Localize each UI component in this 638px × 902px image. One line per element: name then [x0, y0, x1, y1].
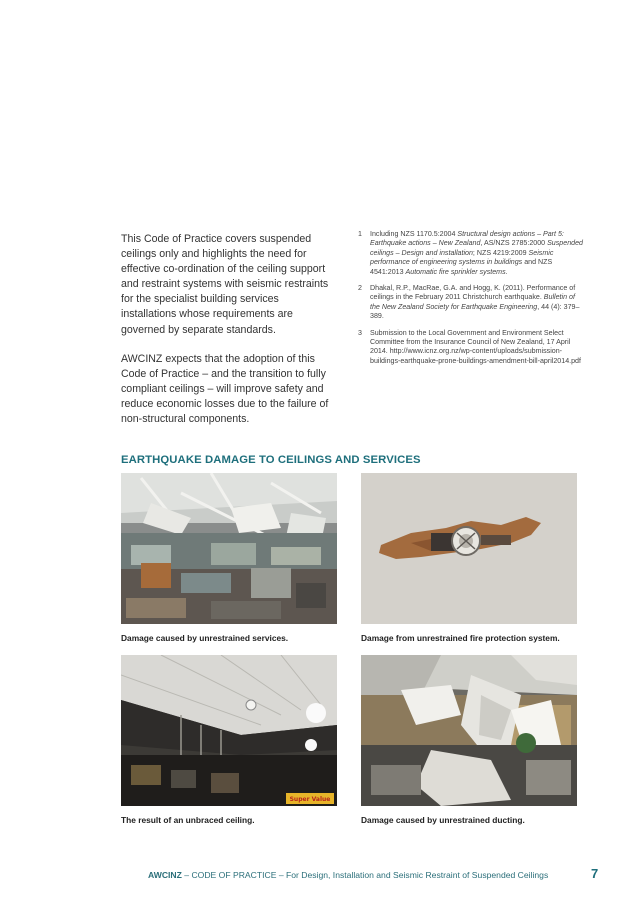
footnote-italic-segment: Structural design actions – Part 5: Earthquake actions – New Zealand [370, 230, 564, 248]
footnote-3 [358, 329, 586, 367]
footnote-segment: . [505, 267, 508, 276]
photo-ducting-damage [361, 655, 577, 806]
caption-photo-4: Damage caused by unrestrained ducting. [361, 815, 525, 825]
page-number: 7 [591, 866, 599, 881]
footnotes [358, 230, 586, 373]
photo-office-damage [121, 473, 337, 624]
section-heading: EARTHQUAKE DAMAGE TO CEILINGS AND SERVICES [121, 454, 421, 466]
footer-brand: AWCINZ [148, 870, 182, 880]
footnote-number: 1 [358, 230, 362, 238]
photo-unbraced-ceiling [121, 655, 337, 806]
intro-paragraph-2: AWCINZ expects that the adoption of this Code of Practice – and the transition to fully compliant ceilings – will improve safety and reduce economic losses due to the failure of non-structural components. [121, 352, 329, 426]
intro-paragraph-1: This Code of Practice covers suspended ceilings only and highlights the need for effective co-ordination of the ceiling support and restraint systems with seismic restraints for the specialist building services installations whose requirements are governed by separate standards. [121, 233, 329, 336]
footnote-segment: Submission to the Local Government and Environment Select Committee from the Insurance Council of New Zealand, 17 April 2014. http://www.icnz.org.nz/wp-content/uploads/submission-buildings-earthquake-prone-buildings-amendment-bill-april2014.pdf [370, 328, 581, 365]
footnote-text [370, 284, 586, 322]
footnote-segment: , 44 (4): 379–389. [370, 302, 580, 321]
footer-title: – CODE OF PRACTICE – For Design, Installation and Seismic Restraint of Suspended Ceilings [181, 870, 549, 880]
intro-text [121, 232, 336, 441]
footnote-italic-segment: Suspended ceilings – Design and installation [370, 239, 583, 257]
footnote-text [370, 230, 586, 277]
photo-sprinkler-damage [361, 473, 577, 624]
footnote-1 [358, 230, 586, 277]
footnote-segment: ; NZS 4219:2009 [472, 248, 529, 257]
footnote-segment: Including NZS 1170.5:2004 [370, 230, 458, 238]
footnote-2 [358, 284, 586, 322]
footnote-segment: , AS/NZS 2785:2000 [480, 239, 548, 248]
footnote-segment: and NZS 4541:2013 [370, 258, 553, 276]
page-footer [148, 870, 608, 880]
footnote-number: 2 [358, 284, 362, 293]
footnote-number: 3 [358, 328, 362, 337]
footnote-italic-segment: Automatic fire sprinkler systems [405, 267, 506, 276]
caption-photo-2: Damage from unrestrained fire protection system. [361, 633, 560, 643]
footnote-italic-segment: Bulletin of the New Zealand Society for Earthquake Engineering [370, 293, 575, 311]
photo-sign-text: Super Value [289, 796, 331, 803]
footnote-italic-segment: Seismic performance of engineering systems in buildings [370, 248, 554, 267]
caption-photo-3: The result of an unbraced ceiling. [121, 815, 255, 825]
caption-photo-1: Damage caused by unrestrained services. [121, 633, 289, 643]
footnote-segment: Dhakal, R.P., MacRae, G.A. and Hogg, K. (2011). Performance of ceilings in the February 2011 Christchurch earthquake. [370, 284, 576, 302]
footnote-text [370, 329, 586, 367]
